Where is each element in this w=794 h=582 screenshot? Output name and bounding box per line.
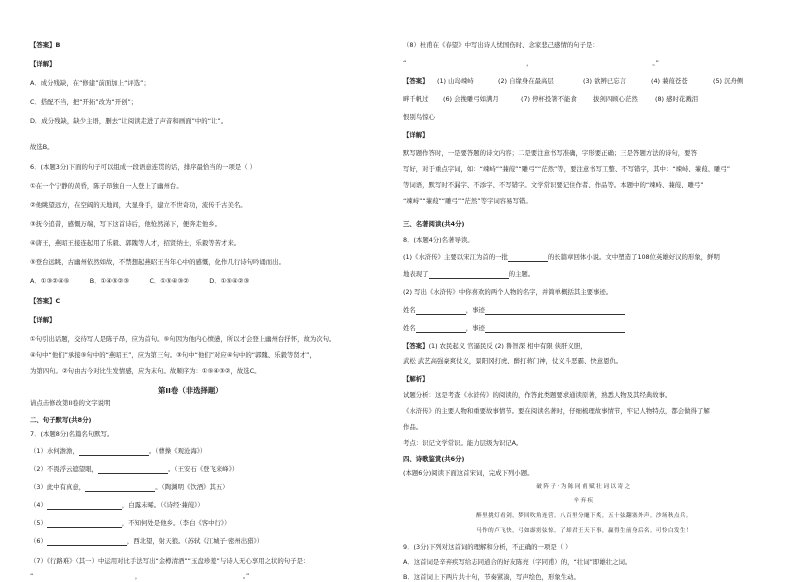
dictation-7-blank[interactable]: “ ， 。” <box>30 572 250 580</box>
answer-item: (5) 沉舟侧 <box>713 77 744 85</box>
answer-item: (6) 会挽雕弓如满月 <box>443 95 499 103</box>
answer-label: 【答案】 <box>403 342 429 350</box>
answer-blank[interactable] <box>47 522 122 528</box>
answer-blank[interactable] <box>508 256 548 262</box>
analysis-label: 【解析】 <box>403 375 429 383</box>
dictation-1 <box>30 448 206 456</box>
answer-blank[interactable] <box>47 540 127 546</box>
answers-row-3: 恨别鸟惊心 <box>403 113 435 121</box>
detail-label: 【详解】 <box>30 316 56 324</box>
sentence-3: ③抚今追昔，感慨万端，写下这首诗后，他怆然涕下，便奔走他乡。 <box>30 220 222 228</box>
detail-line: “竦峙”“蒹葭”“雕弓”“茫然”等字词容易写错。 <box>403 197 532 205</box>
options: A．①③②④⑤ B．①④⑤②③ C．①⑤④③② D．①⑤④②③ <box>30 277 250 285</box>
explanation-a: A．成分残缺，在“修建”前面加上“评选”； <box>30 79 150 87</box>
answer-text: (1) 农民起义 官逼民反 (2) 鲁智深 相中有限 侠肝义胆， <box>428 342 587 350</box>
detail-label: 【详解】 <box>403 131 429 139</box>
answer-blank[interactable] <box>485 327 625 333</box>
detail-label: 【详解】 <box>30 60 56 68</box>
answer-blank[interactable] <box>416 309 466 315</box>
deed-label: ，事迹 <box>465 306 485 314</box>
deed-label: ，事迹 <box>465 324 485 332</box>
novel-q1 <box>403 254 720 262</box>
dictation-source: 。（曹操《观沧海》） <box>148 447 207 455</box>
analysis-line: 《水浒传》的主要人物和重要故事情节。要在阅读名著时，仔细梳理故事情节，牢记人物特点，都会做得了解 <box>403 407 710 415</box>
dictation-4: （4） ，白露未晞。（《诗经·蒹葭》） <box>30 501 204 509</box>
part-2-title: 第II卷（非选择题） <box>158 386 223 395</box>
answer-item: (1) 山岛竦峙 <box>437 77 474 85</box>
dictation-8-blank[interactable]: “ ， 。” <box>403 59 659 67</box>
answer-8 <box>403 343 587 351</box>
question-8: 8．(本题4分)名著导读。 <box>403 236 474 244</box>
question-9: 9．(3分)下列对这首词的理解和分析，不正确的一项是（ ） <box>403 543 572 551</box>
dictation-prompt: （2）不畏浮云遮望眼， <box>30 465 98 473</box>
dictation-source: 。（陶渊明《饮酒》其五） <box>155 483 229 491</box>
dictation-6 <box>30 538 263 546</box>
section-4-heading: 四、诗歌鉴赏(共6分) <box>403 455 465 463</box>
detail-line: 写好，对于重点字词，如：“竦峙”“蒹葭”“雕弓”“茫然”等，要注意书写工整、不写错字，其中：“竦峙、蒹葭、雕弓” <box>403 165 731 173</box>
name-row-1 <box>403 307 625 315</box>
poem-line-2: 马作的卢飞快，弓如霹雳弦惊。了却君王天下事，赢得生前身后名。可怜白发生！ <box>476 528 692 534</box>
part-2-note: 请点击修改第II卷的文字说明 <box>30 399 111 407</box>
question-7: 7．(本题8分)名篇名句默写。 <box>30 430 114 438</box>
dictation-3 <box>30 484 229 492</box>
answer-blank[interactable] <box>485 309 625 315</box>
answer-blank[interactable] <box>79 450 149 456</box>
sentence-2: ②他眺望远方，在空阔的天地间，大显身手，建立不世奇功，流传千古美名。 <box>30 201 247 209</box>
sentence-5: ⑤登台远眺，古幽州依然如故，不禁想起燕昭王当年心中的感慨，化作几行诗句吟诵而出。 <box>30 258 285 266</box>
answer-blank[interactable] <box>429 273 509 279</box>
answer-item: (8) 感时花溅泪 <box>655 95 699 103</box>
poem-title: 破阵子·为陈同甫赋壮词以寄之 <box>536 484 632 490</box>
section-3-heading: 三、名著阅读(共4分) <box>403 220 465 228</box>
novel-q1-text: 地表现了 <box>403 270 429 278</box>
novel-q1-text: 的主题。 <box>508 270 535 278</box>
dictation-prompt: （6） <box>30 537 47 545</box>
test-point: 考点：识记文学常识。能力层级为识记A。 <box>403 439 523 447</box>
dictation-prompt: （3）此中有真意， <box>30 483 86 491</box>
choose-text: 故选B。 <box>30 143 54 151</box>
answer-label: 【答案】 <box>403 77 429 85</box>
dictation-5: （5） ，不知何处是他乡。（李白《客中行》） <box>30 519 231 527</box>
answer-8-cont: 武松 武艺高强豪爽仗义，景阳冈打虎、醉打蒋门神，仗义斗恶霸、快意恩仇。 <box>403 357 623 365</box>
explanation-line: ①句引出话题，交待写人是陈子昂，应为首句。⑤句因为他内心愤懑，所以才会登上幽州台抒怀，故为次句。 <box>30 335 336 343</box>
novel-q2: (2) 写出《水浒传》中你喜欢的两个人物的名字，并简单概括其主要事迹。 <box>403 288 613 296</box>
detail-line: 默写题作答时，一是要答题的诗文内容；二是要注意书写准确，字形要正确；三是答题方法的诗句，要答 <box>403 149 697 157</box>
dictation-7: （7）《行路难》（其一）中运用对比手法写出“金樽清酒”“玉盘珍羞”与诗人无心享用之状的句子是： <box>30 557 310 565</box>
detail-line: 等词语，默写时不漏字、不添字、不写错字。文学常识要记住作者、作品等。本题中的“竦峙、蒹葭、雕弓” <box>403 181 704 189</box>
answer-blank[interactable] <box>98 468 168 474</box>
dictation-source: ，白露未晞。（《诗经·蒹葭》） <box>121 501 204 509</box>
answer-item: (4) 蒹葭苍苍 <box>651 77 688 85</box>
novel-q1-text: (1)《水浒传》主要以宋江为首的一批 <box>403 253 508 261</box>
analysis-line: 试题分析：这是考查《水浒传》的阅读的，作答此类题要求通读原著，熟悉人物及其经典故事。 <box>403 391 672 399</box>
dictation-source: 。（王安石《登飞来峰》） <box>167 465 239 473</box>
option-a: A．这首词是辛弃疾写给志同道合的好友陈亮（字同甫）的，“壮词”即雄壮之词。 <box>403 558 632 566</box>
dictation-prompt: （1）水何澹澹， <box>30 447 79 455</box>
dictation-source: ，不知何处是他乡。（李白《客中行》） <box>121 519 231 527</box>
dictation-source: ，西北望，射天狼。（苏轼《江城子·密州出猎》） <box>126 537 264 545</box>
name-label: 姓名 <box>403 306 416 314</box>
name-row-2 <box>403 325 625 333</box>
explanation-line: 为第四句。②句由古今对比生发情感，应为末句。故顺序为：①⑤④③②，故选C。 <box>30 367 261 375</box>
sentence-1: ①在一个宁静的黄昏，陈子昂独自一人登上了幽州台。 <box>30 182 183 190</box>
novel-q1-cont <box>403 271 534 279</box>
answer-blank[interactable] <box>416 327 466 333</box>
poem-intro: (本题6分)阅读下面这首宋词，完成下列小题。 <box>403 469 534 477</box>
answers-row-1 <box>403 78 765 86</box>
poem-line-1: 醉里挑灯看剑，梦回吹角连营。八百里分麾下炙，五十弦翻塞外声。沙场秋点兵。 <box>476 513 692 519</box>
name-label: 姓名 <box>403 324 416 332</box>
section-2-heading: 二、句子默写(共8分) <box>30 416 92 424</box>
option-b: B．这首词上下两片共十句，节奏紧凑，写声绘色，形象生动。 <box>403 573 580 581</box>
answer-item: 拔剑四顾心茫然 <box>593 95 638 103</box>
answer-item: (7) 停杯投箸不能食 <box>521 95 577 103</box>
answer-item: (3) 欲辨已忘言 <box>583 77 627 85</box>
answer-blank[interactable] <box>85 486 155 492</box>
dictation-8: （8）杜甫在《春望》中写出诗人忧国伤时、念家悲己感情的句子是： <box>403 41 599 49</box>
explanation-c: C．搭配不当，把“开拓”改为“开创”； <box>30 98 138 106</box>
answer-label: 【答案】C <box>30 297 61 305</box>
explanation-line: ④句中“他们”承接⑤句中的“燕昭王”，应为第三句。③句中“他们”对应④句中的“郭隗、乐毅等贤才”， <box>30 351 316 359</box>
novel-q1-text: 的长篇章回体小说。文中塑造了108位英雄好汉的形象，鲜明 <box>547 253 720 261</box>
analysis-line: 作品。 <box>403 423 423 431</box>
sentence-4: ④唐王，燕昭王接连起用了乐毅、郭隗等人才，招贤纳士，乐毅等苦才来。 <box>30 239 241 247</box>
answer-blank[interactable] <box>47 504 122 510</box>
dictation-2 <box>30 466 238 474</box>
answer-item: 畔千帆过 <box>403 95 429 103</box>
explanation-d: D．成分残缺，缺少主语，删去“让阅读走进了声音和画面”中的“让”。 <box>30 117 228 125</box>
question-6: 6．(本题3分)下面的句子可以组成一段语意连贯的话，排序最恰当的一项是（ ） <box>30 163 257 171</box>
poem-author: 辛弃疾 <box>573 498 595 504</box>
answers-row-2 <box>403 96 765 104</box>
answer-label: 【答案】B <box>30 41 61 49</box>
answer-item: (2) 自缘身在最高层 <box>498 77 554 85</box>
